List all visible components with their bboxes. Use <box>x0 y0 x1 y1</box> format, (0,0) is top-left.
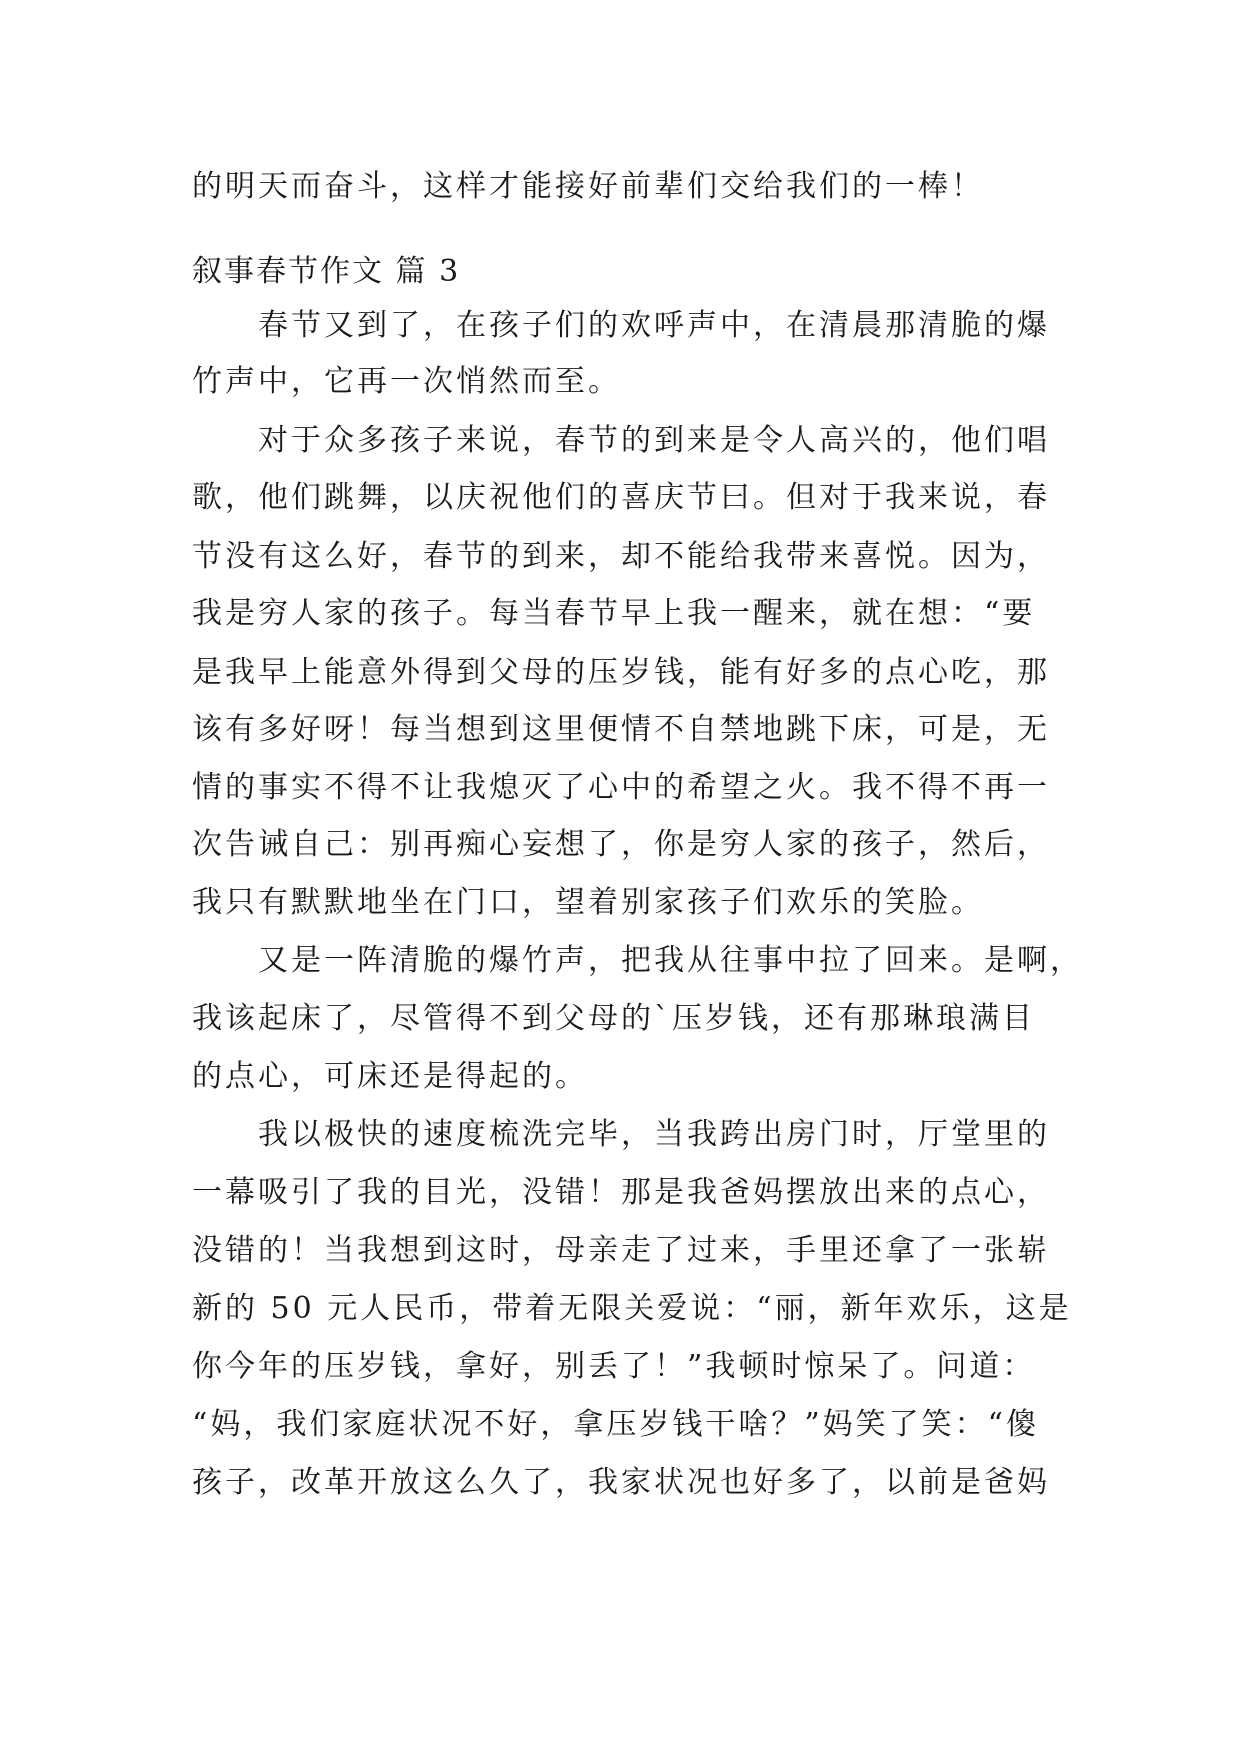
text-line-5: 对于众多孩子来说，春节的到来是令人高兴的，他们唱 <box>192 423 1050 458</box>
text-line-6: 歌，他们跳舞，以庆祝他们的喜庆节曰。但对于我来说，春 <box>192 480 1050 515</box>
text-line-17: 我以极快的速度梳洗完毕，当我跨出房门时，厅堂里的 <box>192 1117 1050 1152</box>
text-line-10: 该有多好呀！每当想到这里便情不自禁地跳下床，可是，无 <box>192 712 1050 747</box>
text-line-18: 一幕吸引了我的目光，没错！那是我爸妈摆放出来的点心， <box>192 1175 1050 1210</box>
section-title: 叙事春节作文 篇 3 <box>192 254 461 289</box>
text-line-12: 次告诫自己：别再痴心妄想了，你是穷人家的孩子，然后， <box>192 827 1050 862</box>
text-line-23: 孩子，改革开放这么久了，我家状况也好多了，以前是爸妈 <box>192 1465 1050 1500</box>
text-line-9: 是我早上能意外得到父母的压岁钱，能有好多的点心吃，那 <box>192 655 1050 690</box>
text-line-11: 情的事实不得不让我熄灭了心中的希望之火。我不得不再一 <box>192 770 1050 805</box>
text-line-4: 竹声中，它再一次悄然而至。 <box>192 364 621 399</box>
text-line-14: 又是一阵清脆的爆竹声，把我从往事中拉了回来。是啊， <box>192 943 1083 978</box>
text-line-13: 我只有默默地坐在门口，望着别家孩子们欢乐的笑脸。 <box>192 885 984 920</box>
text-line-1: 的明天而奋斗，这样才能接好前辈们交给我们的一棒！ <box>192 169 984 204</box>
text-line-7: 节没有这么好，春节的到来，却不能给我带来喜悦。因为， <box>192 539 1050 574</box>
text-line-8: 我是穷人家的孩子。每当春节早上我一醒来，就在想：“要 <box>192 596 1036 631</box>
text-line-16: 的点心，可床还是得起的。 <box>192 1059 588 1094</box>
text-line-15: 我该起床了，尽管得不到父母的`压岁钱，还有那琳琅满目 <box>192 1001 1035 1036</box>
text-line-22: “妈，我们家庭状况不好，拿压岁钱干啥？”妈笑了笑：“傻 <box>192 1407 1040 1442</box>
text-line-21: 你今年的压岁钱，拿好，别丢了！”我顿时惊呆了。问道： <box>192 1349 1036 1384</box>
text-line-3: 春节又到了，在孩子们的欢呼声中，在清晨那清脆的爆 <box>192 308 1050 343</box>
text-line-19: 没错的！当我想到这时，母亲走了过来，手里还拿了一张崭 <box>192 1233 1050 1268</box>
text-line-20: 新的 50 元人民币，带着无限关爱说：“丽，新年欢乐，这是 <box>192 1291 1072 1326</box>
